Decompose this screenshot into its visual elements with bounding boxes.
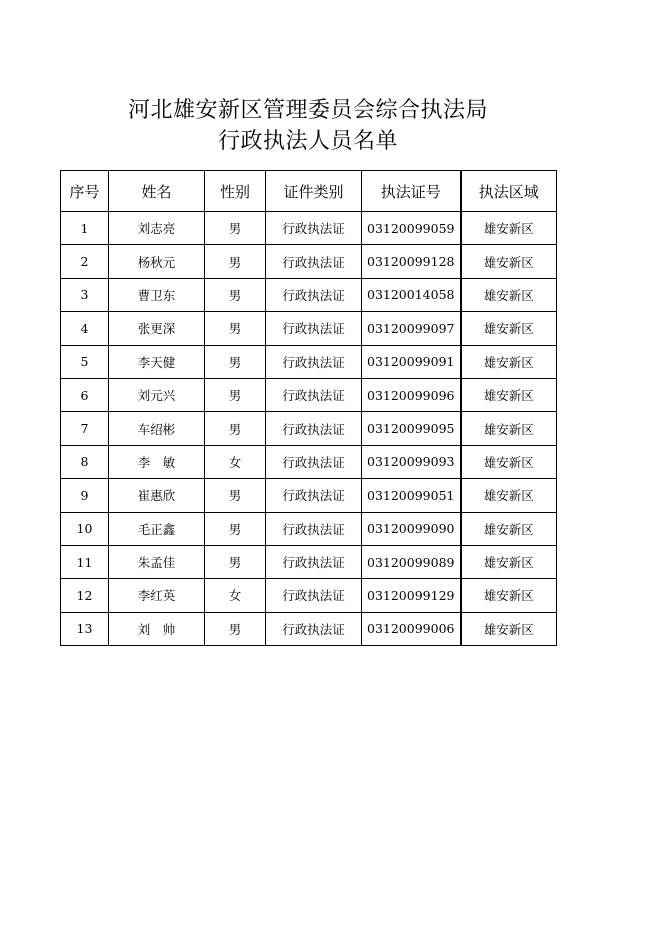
cell-cert-type: 行政执法证: [266, 345, 362, 378]
cell-name: 刘元兴: [109, 378, 205, 411]
cell-cert-type: 行政执法证: [266, 545, 362, 578]
cell-gender: 男: [205, 312, 266, 345]
cell-area: 雄安新区: [461, 345, 557, 378]
cell-cert-number: 03120099096: [362, 378, 461, 411]
cell-cert-type: 行政执法证: [266, 312, 362, 345]
table-row: [61, 612, 557, 645]
table-row: [61, 445, 557, 478]
cell-index: 3: [61, 278, 109, 311]
header-index: 序号: [61, 171, 109, 212]
cell-gender: 男: [205, 345, 266, 378]
cell-cert-number: 03120014058: [362, 278, 461, 311]
cell-name: 张更深: [109, 312, 205, 345]
cell-index: 7: [61, 412, 109, 445]
cell-name: 李红英: [109, 579, 205, 612]
cell-index: 11: [61, 545, 109, 578]
cell-cert-number: 03120099128: [362, 245, 461, 278]
cell-gender: 女: [205, 445, 266, 478]
cell-name: 朱孟佳: [109, 545, 205, 578]
cell-area: 雄安新区: [461, 212, 557, 245]
cell-cert-type: 行政执法证: [266, 479, 362, 512]
table-row: [61, 278, 557, 311]
cell-index: 9: [61, 479, 109, 512]
cell-cert-number: 03120099006: [362, 612, 461, 645]
table-row: [61, 345, 557, 378]
cell-index: 5: [61, 345, 109, 378]
cell-name: 刘 帅: [109, 612, 205, 645]
cell-index: 1: [61, 212, 109, 245]
table-row: [61, 579, 557, 612]
cell-gender: 男: [205, 412, 266, 445]
cell-index: 4: [61, 312, 109, 345]
cell-gender: 男: [205, 479, 266, 512]
cell-cert-number: 03120099091: [362, 345, 461, 378]
cell-area: 雄安新区: [461, 445, 557, 478]
cell-area: 雄安新区: [461, 312, 557, 345]
cell-cert-number: 03120099095: [362, 412, 461, 445]
table-row: [61, 512, 557, 545]
cell-name: 杨秋元: [109, 245, 205, 278]
cell-index: 12: [61, 579, 109, 612]
cell-cert-number: 03120099129: [362, 579, 461, 612]
cell-gender: 男: [205, 545, 266, 578]
table-body: [61, 212, 557, 646]
cell-cert-type: 行政执法证: [266, 378, 362, 411]
document-title: 河北雄安新区管理委员会综合执法局: [127, 98, 488, 123]
table-row: [61, 412, 557, 445]
header-cert-type: 证件类别: [266, 171, 362, 212]
table-row: [61, 545, 557, 578]
cell-cert-type: 行政执法证: [266, 445, 362, 478]
cell-gender: 男: [205, 612, 266, 645]
cell-cert-number: 03120099089: [362, 545, 461, 578]
cell-cert-number: 03120099059: [362, 212, 461, 245]
table-row: [61, 479, 557, 512]
cell-name: 李 敏: [109, 445, 205, 478]
personnel-table: [60, 170, 557, 646]
header-name: 姓名: [109, 171, 205, 212]
cell-name: 车绍彬: [109, 412, 205, 445]
cell-area: 雄安新区: [461, 245, 557, 278]
cell-cert-type: 行政执法证: [266, 245, 362, 278]
cell-name: 刘志亮: [109, 212, 205, 245]
cell-cert-type: 行政执法证: [266, 579, 362, 612]
cell-area: 雄安新区: [461, 545, 557, 578]
cell-area: 雄安新区: [461, 612, 557, 645]
cell-name: 崔惠欣: [109, 479, 205, 512]
cell-gender: 男: [205, 378, 266, 411]
cell-area: 雄安新区: [461, 378, 557, 411]
cell-gender: 男: [205, 245, 266, 278]
cell-gender: 男: [205, 212, 266, 245]
cell-index: 10: [61, 512, 109, 545]
table-row: [61, 378, 557, 411]
table-row: [61, 245, 557, 278]
cell-cert-number: 03120099090: [362, 512, 461, 545]
cell-cert-number: 03120099051: [362, 479, 461, 512]
cell-area: 雄安新区: [461, 412, 557, 445]
document-subtitle: 行政执法人员名单: [217, 129, 398, 154]
cell-cert-number: 03120099097: [362, 312, 461, 345]
cell-index: 6: [61, 378, 109, 411]
cell-index: 2: [61, 245, 109, 278]
cell-name: 曹卫东: [109, 278, 205, 311]
cell-name: 毛正鑫: [109, 512, 205, 545]
cell-area: 雄安新区: [461, 512, 557, 545]
cell-name: 李天健: [109, 345, 205, 378]
header-cert-number: 执法证号: [362, 171, 461, 212]
cell-area: 雄安新区: [461, 579, 557, 612]
cell-cert-type: 行政执法证: [266, 612, 362, 645]
table-row: [61, 312, 557, 345]
table-header-row: [61, 171, 557, 212]
cell-cert-type: 行政执法证: [266, 212, 362, 245]
cell-area: 雄安新区: [461, 479, 557, 512]
cell-gender: 男: [205, 278, 266, 311]
cell-index: 8: [61, 445, 109, 478]
cell-index: 13: [61, 612, 109, 645]
cell-area: 雄安新区: [461, 278, 557, 311]
table-row: [61, 212, 557, 245]
cell-gender: 男: [205, 512, 266, 545]
cell-gender: 女: [205, 579, 266, 612]
header-gender: 性别: [205, 171, 266, 212]
cell-cert-number: 03120099093: [362, 445, 461, 478]
cell-cert-type: 行政执法证: [266, 278, 362, 311]
header-area: 执法区域: [461, 171, 557, 212]
cell-cert-type: 行政执法证: [266, 512, 362, 545]
cell-cert-type: 行政执法证: [266, 412, 362, 445]
